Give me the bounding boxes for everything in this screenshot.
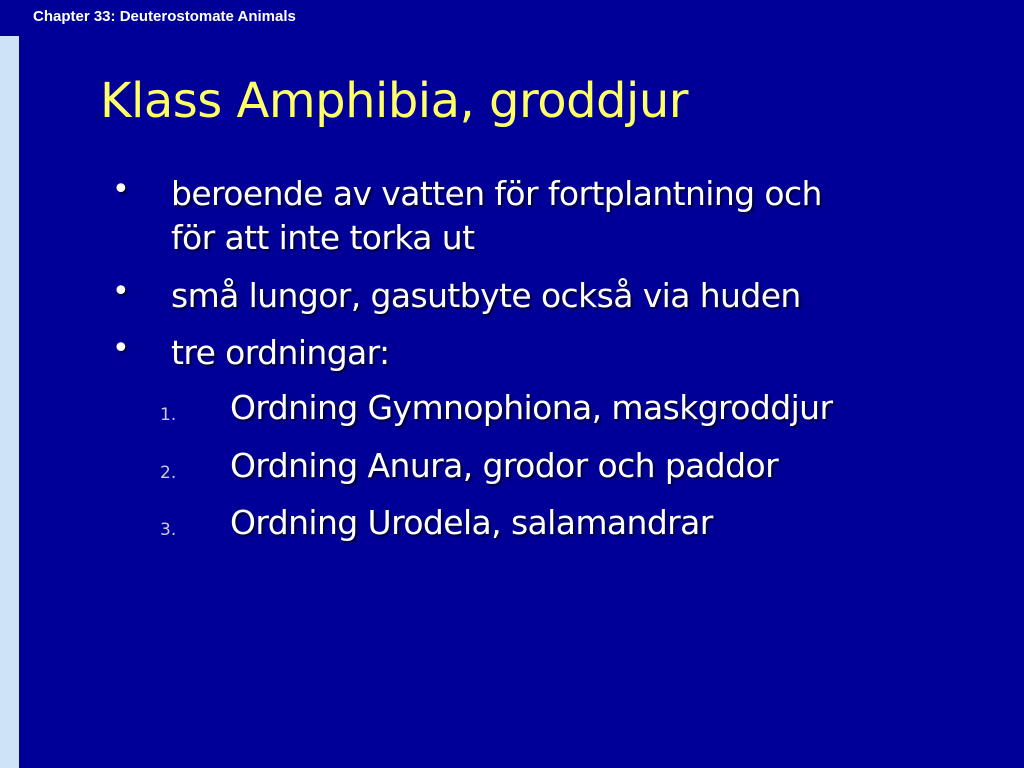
bullet-marker: • [112, 331, 130, 366]
bullet-line: beroende av vatten för fortplantning och [171, 174, 822, 213]
order-item: Ordning Gymnophiona, maskgroddjur [230, 388, 833, 427]
order-number: 2. [160, 463, 177, 483]
bullet-line: för att inte torka ut [171, 218, 475, 257]
bullet-item [171, 274, 971, 318]
order-item: Ordning Urodela, salamandrar [230, 503, 713, 542]
bullet-item [171, 172, 971, 260]
order-number: 3. [160, 520, 177, 540]
left-accent-band [0, 0, 19, 768]
bullet-line: små lungor, gasutbyte också via huden [171, 276, 801, 315]
bullet-line: tre ordningar: [171, 333, 390, 372]
order-item: Ordning Anura, grodor och paddor [230, 446, 779, 485]
chapter-header: Chapter 33: Deuterostomate Animals [33, 8, 296, 25]
order-number: 1. [160, 405, 177, 425]
bullet-item [171, 331, 971, 375]
bullet-marker: • [112, 274, 130, 309]
bullet-marker: • [112, 172, 130, 207]
slide-title: Klass Amphibia, groddjur [100, 73, 688, 129]
